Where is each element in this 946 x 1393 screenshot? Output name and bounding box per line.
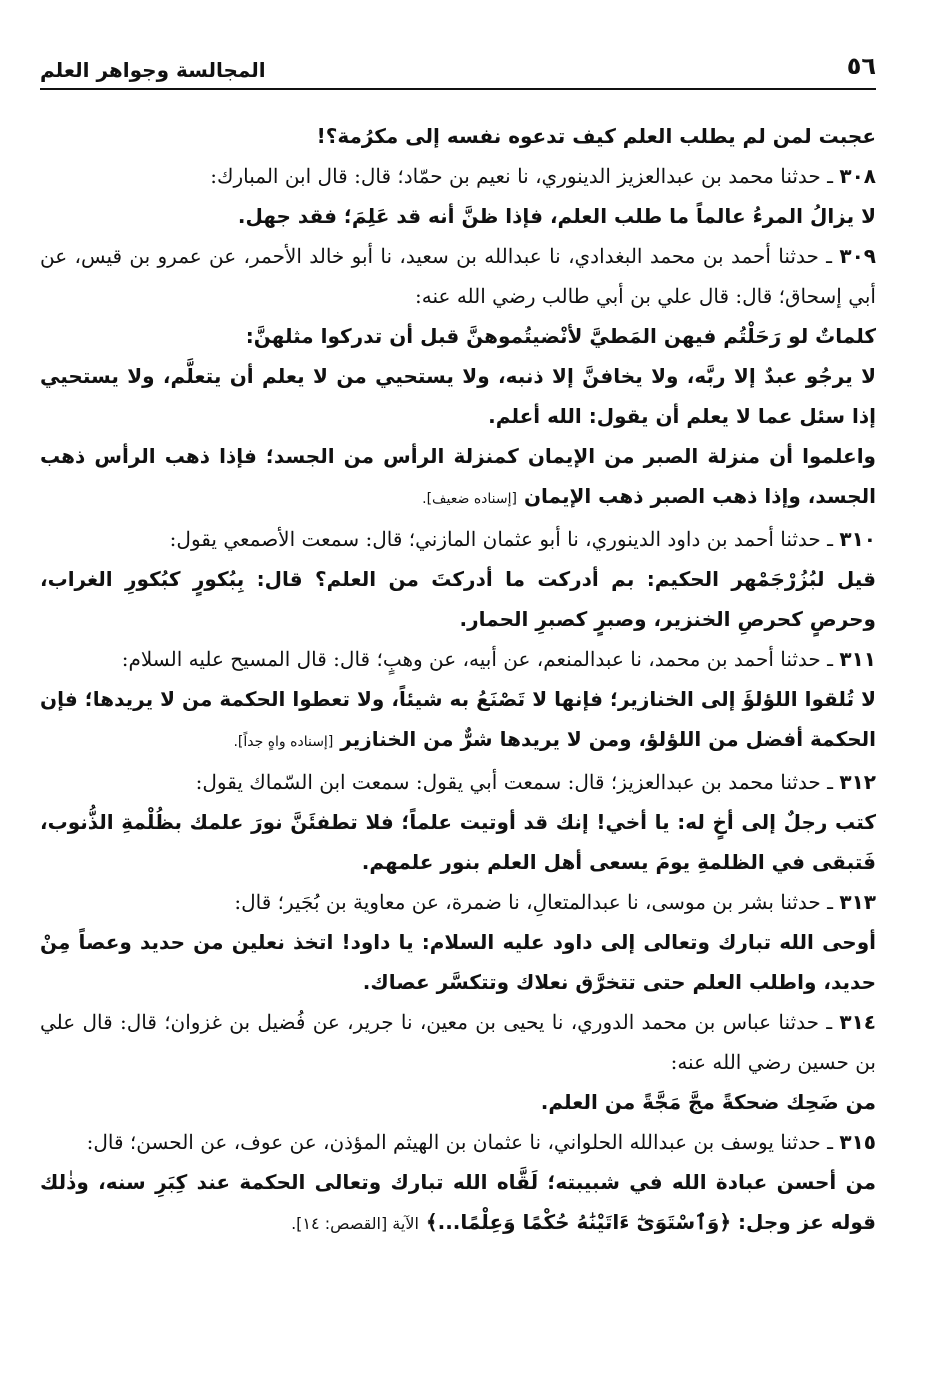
- running-title: المجالسة وجواهر العلم: [40, 58, 266, 82]
- narration-number: ٣٠٩: [839, 244, 877, 268]
- saying-paragraph: كتب رجلٌ إلى أخٍ له: يا أخي! إنك قد أوتيت علماً؛ فلا تطفئَنَّ نورَ علمك بظُلْمةِ الذُّنوب، فَتبقى في الظلمةِ يومَ يسعى أهل العلم بنور علمهم.: [40, 810, 876, 874]
- saying-paragraph: عجبت لمن لم يطلب العلم كيف تدعوه نفسه إلى مكرُمة؟!: [316, 124, 876, 148]
- narration-number: ٣١٣: [839, 890, 876, 914]
- page-body: [40, 116, 876, 1244]
- narration-paragraph: ٣٠٨ ـ حدثنا محمد بن عبدالعزيز الدينوري، نا نعيم بن حمّاد؛ قال: قال ابن المبارك:: [210, 164, 876, 188]
- narration-number: ٣١٢: [839, 770, 876, 794]
- narration-paragraph: ٣٠٩ ـ حدثنا أحمد بن محمد البغدادي، نا عبدالله بن سعيد، نا أبو خالد الأحمر، عن عمرو بن قيس، عن أبي إسحاق؛ قال: قال علي بن أبي طالب رضي الله عنه:: [40, 244, 877, 308]
- narration-number: ٣١٠: [839, 527, 876, 551]
- saying-paragraph: واعلموا أن منزلة الصبر من الإيمان كمنزلة الرأس من الجسد؛ فإذا ذهب الرأس ذهب الجسد، وإذا ذهب الصبر ذهب الإيمان [إسناده ضعيف].: [40, 444, 876, 508]
- saying-paragraph: لا يرجُو عبدٌ إلا ربَّه، ولا يخافنَّ إلا ذنبه، ولا يستحيي من لا يعلم أن يتعلَّم، ولا يستحيي إذا سئل عما لا يعلم أن يقول: الله أعلم.: [40, 364, 876, 428]
- saying-paragraph: لا يزالُ المرءُ عالماً ما طلب العلم، فإذا ظنَّ أنه قد عَلِمَ؛ فقد جهل.: [237, 204, 876, 228]
- narration-paragraph: ٣١٥ ـ حدثنا يوسف بن عبدالله الحلواني، نا عثمان بن الهيثم المؤذن، عن عوف، عن الحسن؛ قال:: [86, 1130, 876, 1154]
- saying-paragraph: من ضَحِك ضحكةً مجَّ مَجَّةً من العلم.: [540, 1090, 876, 1114]
- saying-paragraph: قيل لبُزُرْجَمْهر الحكيم: بم أدركت ما أدركتَ من العلم؟ قال: بِبُكورٍ كبُكورِ الغراب، وحرصٍ كحرصِ الخنزير، وصبرٍ كصبرِ الحمار.: [40, 567, 876, 631]
- narration-paragraph: ٣١٤ ـ حدثنا عباس بن محمد الدوري، نا يحيى بن معين، نا جرير، عن فُضيل بن غزوان؛ قال: قال علي بن حسين رضي الله عنه:: [40, 1010, 877, 1074]
- saying-paragraph: أوحى الله تبارك وتعالى إلى داود عليه السلام: يا داود! اتخذ نعلين من حديد وعصاً مِنْ حديد، واطلب العلم حتى تتخرَّق نعلاك وتتكسَّر عصاك.: [40, 930, 876, 994]
- page: [40, 0, 876, 1393]
- narration-paragraph: ٣١١ ـ حدثنا أحمد بن محمد، نا عبدالمنعم، عن أبيه، عن وهبٍ؛ قال: قال المسيح عليه السلام:: [121, 647, 876, 671]
- narration-paragraph: ٣١٣ ـ حدثنا بشر بن موسى، نا عبدالمتعالِ، نا ضمرة، عن معاوية بن بُجَير؛ قال:: [234, 890, 876, 914]
- narration-paragraph: ٣١٢ ـ حدثنا محمد بن عبدالعزيز؛ قال: سمعت أبي يقول: سمعت ابن السّماك يقول:: [195, 770, 876, 794]
- narration-number: ٣١١: [839, 647, 876, 671]
- page-header: [40, 52, 876, 90]
- saying-paragraph: من أحسن عبادة الله في شبيبته؛ لَقَّاه الله تبارك وتعالى الحكمة عند كِبَرِ سنه، وذٰلك قوله عز وجل: ﴿وَٱسْتَوَىٰٓ ءَاتَيْنَٰهُ حُكْمًا وَعِلْمًا...﴾ الآية [القصص: ١٤].: [40, 1170, 876, 1234]
- narration-paragraph: ٣١٠ ـ حدثنا أحمد بن داود الدينوري، نا أبو عثمان المازني؛ قال: سمعت الأصمعي يقول:: [169, 527, 876, 551]
- narration-number: ٣٠٨: [839, 164, 876, 188]
- saying-paragraph: كلماتٌ لو رَحَلْتُم فيهن المَطيَّ لأنْضيتُموهنَّ قبل أن تدركوا مثلهنَّ:: [245, 324, 876, 348]
- grading-note: [إسناده ضعيف].: [422, 491, 517, 507]
- narration-number: ٣١٤: [839, 1010, 877, 1034]
- page-number: ٥٦: [846, 52, 876, 80]
- quran-reference: الآية [القصص: ١٤].: [291, 1214, 419, 1233]
- grading-note: [إسناده واهٍ جداً].: [233, 734, 334, 750]
- saying-paragraph: لا تُلقوا اللؤلؤَ إلى الخنازير؛ فإنها لا تَصْنَعُ به شيئاً، ولا تعطوا الحكمة من لا يريدها؛ فإن الحكمة أفضل من اللؤلؤ، ومن لا يريدها شرٌّ من الخنازير [إسناده واهٍ جداً].: [40, 687, 876, 751]
- narration-number: ٣١٥: [839, 1130, 876, 1154]
